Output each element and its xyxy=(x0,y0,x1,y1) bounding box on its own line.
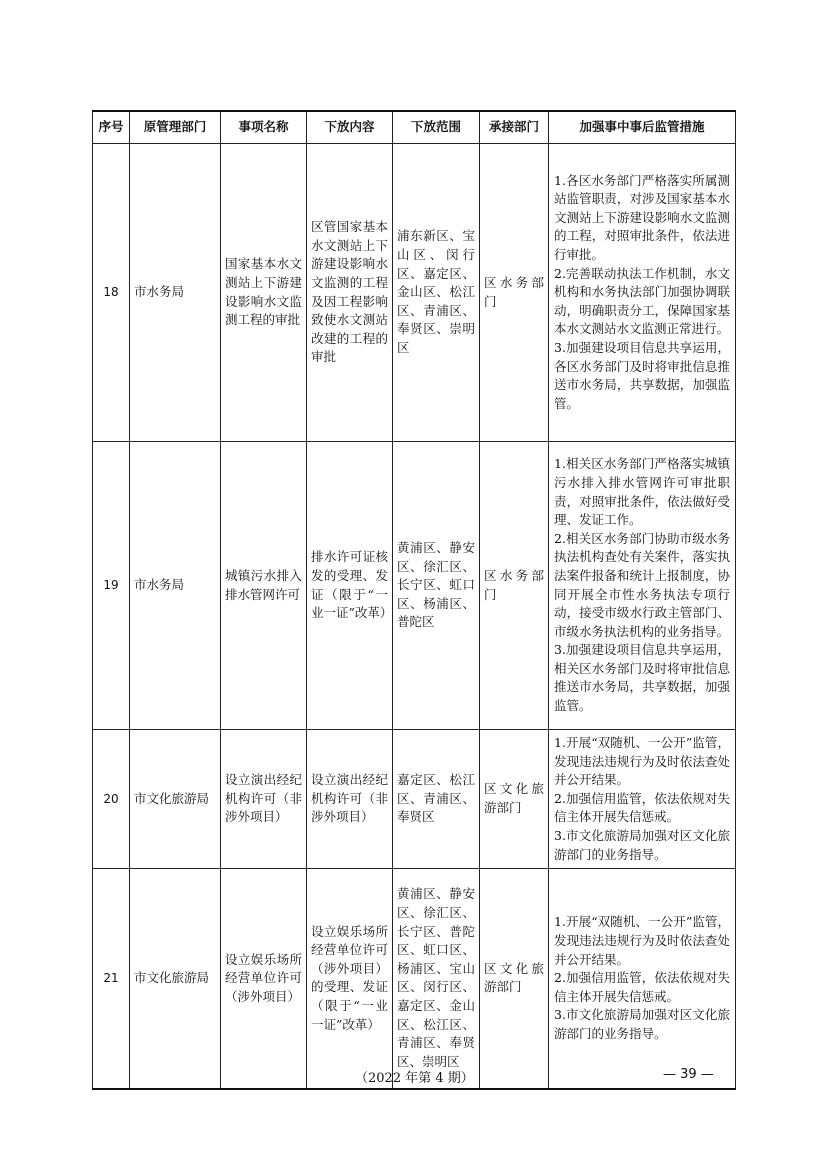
row-delegated-content: 区管国家基本水文测站上下游建设影响水文监测的工程及因工程影响致使水文测站改建的工程的审批 xyxy=(307,144,393,442)
row-seq: 21 xyxy=(93,869,130,1089)
row-delegated-scope: 黄浦区、静安区、徐汇区、长宁区、普陀区、虹口区、杨浦区、宝山区、闵行区、嘉定区、金山区、松江区、青浦区、奉贤区、崇明区 xyxy=(393,869,480,1089)
row-receiving-dept: 区文化旅游部门 xyxy=(480,730,549,869)
row-original-dept: 市水务局 xyxy=(130,144,221,442)
header-item-name: 事项名称 xyxy=(221,111,307,144)
measure-item: 2.加强信用监管，依法依规对失信主体开展失信惩戒。 xyxy=(554,970,730,1004)
row-original-dept: 市文化旅游局 xyxy=(130,730,221,869)
measure-item: 3.加强建设项目信息共享运用，各区水务部门及时将审批信息推送市水务局，共享数据，加强监管。 xyxy=(554,339,730,411)
header-original-dept: 原管理部门 xyxy=(130,111,221,144)
row-delegated-scope: 嘉定区、松江区、青浦区、奉贤区 xyxy=(393,730,480,869)
measure-item: 1.相关区水务部门严格落实城镇污水排入排水管网许可审批职责，对照审批条件，依法做好受理、发证工作。 xyxy=(554,456,730,528)
row-item-name: 城镇污水排入排水管网许可 xyxy=(221,442,307,730)
row-delegated-content: 设立娱乐场所经营单位许可（涉外项目）的受理、发证（限于“一业一证”改革） xyxy=(307,869,393,1089)
row-delegated-content: 排水许可证核发的受理、发证（限于“一业一证”改革） xyxy=(307,442,393,730)
header-delegated-scope: 下放范围 xyxy=(393,111,480,144)
page-number: — 39 — xyxy=(663,1067,714,1082)
row-seq: 20 xyxy=(93,730,130,869)
header-receiving-dept: 承接部门 xyxy=(480,111,549,144)
row-seq: 18 xyxy=(93,144,130,442)
measure-item: 3.市文化旅游局加强对区文化旅游部门的业务指导。 xyxy=(554,1007,730,1041)
row-seq: 19 xyxy=(93,442,130,730)
table-row xyxy=(93,869,736,1089)
header-delegated-content: 下放内容 xyxy=(307,111,393,144)
table-row xyxy=(93,730,736,869)
row-original-dept: 市文化旅游局 xyxy=(130,869,221,1089)
measure-item: 2.相关区水务部门协助市级水务执法机构查处有关案件，落实执法案件报备和统计上报制度，协同开展全市性水务执法专项行动，接受市级水行政主管部门、市级水务执法机构的业务指导。 xyxy=(554,530,730,639)
row-item-name: 国家基本水文测站上下游建设影响水文监测工程的审批 xyxy=(221,144,307,442)
row-delegated-scope: 浦东新区、宝山区、闵行区、嘉定区、金山区、松江区、青浦区、奉贤区、崇明区 xyxy=(393,144,480,442)
row-receiving-dept: 区水务部门 xyxy=(480,144,549,442)
row-item-name: 设立演出经纪机构许可（非涉外项目） xyxy=(221,730,307,869)
table-row xyxy=(93,442,736,730)
measure-item: 1.各区水务部门严格落实所属测站监管职责，对涉及国家基本水文测站上下游建设影响水文监测的工程，对照审批条件，依法进行审批。 xyxy=(554,172,730,263)
row-measures xyxy=(549,869,736,1089)
row-delegated-scope: 黄浦区、静安区、徐汇区、长宁区、虹口区、杨浦区、普陀区 xyxy=(393,442,480,730)
row-original-dept: 市水务局 xyxy=(130,442,221,730)
policy-table xyxy=(92,110,736,1090)
row-measures xyxy=(549,442,736,730)
row-measures xyxy=(549,144,736,442)
measure-item: 3.加强建设项目信息共享运用，相关区水务部门及时将审批信息推送市水务局，共享数据，加强监管。 xyxy=(554,642,730,714)
measure-item: 2.加强信用监管，依法依规对失信主体开展失信惩戒。 xyxy=(554,790,730,825)
issue-label: （2022 年第 4 期） xyxy=(355,1071,474,1086)
header-supervision-measures: 加强事中事后监管措施 xyxy=(549,111,736,144)
row-delegated-content: 设立演出经纪机构许可（非涉外项目） xyxy=(307,730,393,869)
measure-item: 3.市文化旅游局加强对区文化旅游部门的业务指导。 xyxy=(554,827,730,862)
table-row xyxy=(93,144,736,442)
measure-item: 1.开展“双随机、一公开”监管，发现违法违规行为及时依法查处并公开结果。 xyxy=(554,735,730,788)
header-seq: 序号 xyxy=(93,111,130,144)
row-item-name: 设立娱乐场所经营单位许可（涉外项目） xyxy=(221,869,307,1089)
measure-item: 1.开展“双随机、一公开”监管，发现违法违规行为及时依法查处并公开结果。 xyxy=(554,914,730,967)
row-receiving-dept: 区文化旅游部门 xyxy=(480,869,549,1089)
row-measures xyxy=(549,730,736,869)
table-header-row xyxy=(93,111,736,144)
row-receiving-dept: 区水务部门 xyxy=(480,442,549,730)
measure-item: 2.完善联动执法工作机制，水文机构和水务执法部门加强协调联动，明确职责分工，保障国家基本水文测站水文监测正常进行。 xyxy=(554,265,730,337)
